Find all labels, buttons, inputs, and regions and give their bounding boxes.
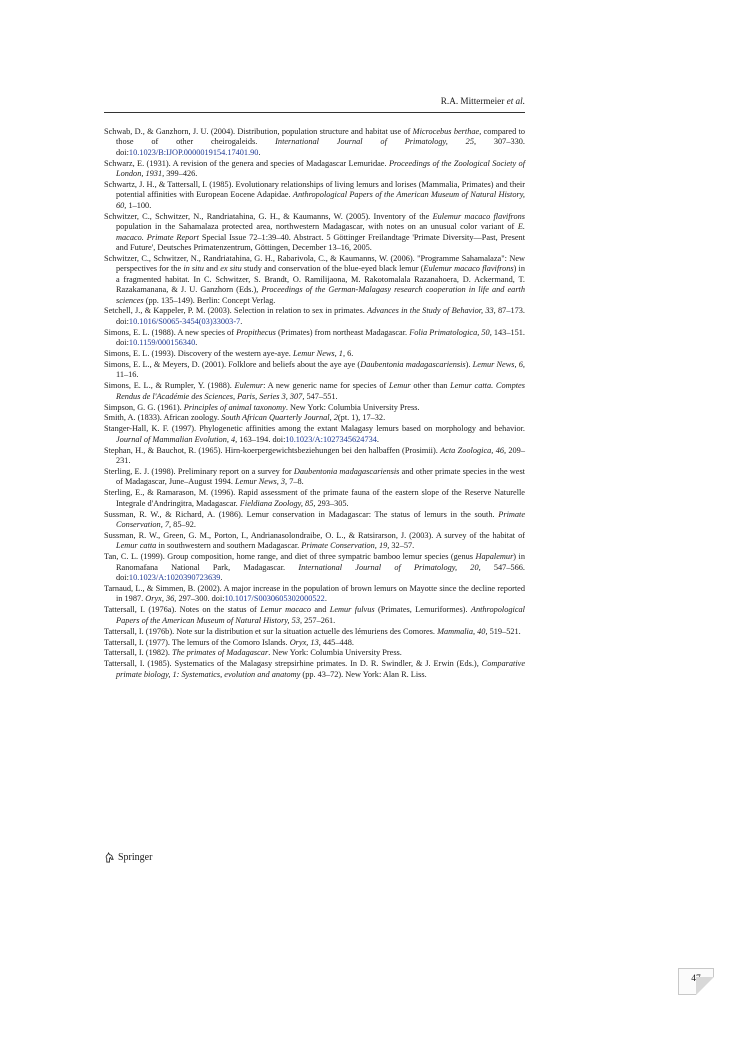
reference-italic-text: Oryx, 13, (289, 637, 321, 647)
page-number-box (678, 968, 714, 995)
reference-text: Schwitzer, C., Schwitzer, N., Randriatahina, G. H., & Kaumanns, W. (2005). Inventory of the (104, 211, 433, 221)
header-rule (104, 112, 525, 113)
reference-text: Sussman, R. W., Green, G. M., Porton, I., Andrianasolondraibe, O. L., & Ratsirarson, J. (2003). A survey of the habitat of (104, 530, 525, 540)
reference-entry (104, 254, 525, 306)
springer-horse-icon (104, 852, 115, 863)
reference-text: . (240, 316, 243, 326)
reference-text: Setchell, J., & Kappeler, P. M. (2003). Selection in relation to sex in primates. (104, 306, 368, 316)
reference-entry (104, 659, 525, 680)
reference-entry (104, 467, 525, 488)
reference-entry (104, 349, 525, 359)
reference-text: Tattersall, I. (1976b). Note sur la distribution et sur la situation actuelle des lémuriens des Comores. (104, 626, 438, 636)
doi-link[interactable]: 10.1016/S0065-3454(03)33003-7 (128, 316, 241, 326)
running-header (104, 96, 525, 106)
reference-italic-text: Primate Conservation, 7, (116, 509, 525, 530)
reference-entry (104, 424, 525, 445)
reference-italic-text: International Journal of Primatology, 20, (298, 562, 481, 572)
reference-italic-text: Mammalia, 40, (437, 626, 488, 636)
reference-text: 32–57. (389, 541, 415, 551)
reference-text: 307–330. doi: (116, 137, 526, 157)
reference-text: 163–194. doi: (237, 434, 286, 444)
reference-italic-text: The primates of Madagascar (172, 648, 269, 658)
running-header-etal: et al. (506, 96, 525, 106)
reference-italic-text: Comparative primate biology, 1: Systematics, evolution and anatomy (116, 659, 525, 679)
reference-text: and (310, 605, 330, 615)
reference-text: Sussman, R. W., & Richard, A. (1986). Lemur conservation in Madagascar: The status of lemurs in the south. (104, 509, 499, 519)
reference-text: Schwitzer, C., Schwitzer, N., Randriatahina, G. H., Rabarivola, C., & Kaumanns, W. (2006). "Programme Sahamalaza": New perspectives for the (104, 253, 525, 274)
reference-italic-text: Fieldiana Zoology, 85, (239, 498, 316, 508)
reference-text: (Primates, Lemuriformes). (374, 605, 471, 615)
reference-italic-text: Journal of Mammalian Evolution, 4, (116, 434, 238, 444)
reference-text: 399–426. (164, 169, 198, 179)
reference-text: Simons, E. L., & Meyers, D. (2001). Folklore and beliefs about the aye aye ( (104, 359, 361, 369)
reference-italic-text: Proceedings of the German-Malagasy research cooperation in life and earth sciences (116, 285, 525, 305)
reference-entry (104, 552, 525, 583)
reference-italic-text: Lemur News, 6, (472, 359, 525, 369)
reference-entry (104, 306, 525, 327)
reference-entry (104, 627, 525, 637)
reference-entry (104, 381, 525, 402)
reference-text: Tattersall, I. (1976a). Notes on the status of (104, 605, 261, 615)
reference-entry (104, 648, 525, 658)
reference-text: Tattersall, I. (1982). (104, 648, 173, 658)
reference-entry (104, 531, 525, 552)
reference-italic-text: Lemur fulvus (329, 605, 375, 615)
reference-italic-text: South African Quarterly Journal, 2 (221, 413, 338, 423)
reference-entry (104, 159, 525, 180)
reference-entry (104, 212, 525, 254)
reference-italic-text: ex situ (220, 264, 242, 274)
reference-text: Simons, E. L. (1993). Discovery of the western aye-aye. (104, 349, 293, 359)
reference-italic-text: Primate Conservation, 19, (301, 541, 390, 551)
reference-text: 547–566. doi: (116, 562, 525, 583)
reference-text: Simpson, G. G. (1961). (104, 402, 184, 412)
reference-text: . (258, 147, 261, 157)
reference-text: : A new generic name for species of (263, 381, 389, 391)
reference-text: Sterling, E. J. (1998). Preliminary report on a survey for (104, 467, 294, 476)
reference-entry (104, 584, 525, 605)
reference-text: Smith, A. (1833). African zoology. (104, 413, 222, 423)
reference-italic-text: Folia Primatologica, 50, (409, 327, 492, 337)
reference-text: ) in Ranomafana National Park, Madagascar. (116, 552, 525, 572)
reference-text: in southwestern and southern Madagascar. (156, 541, 302, 551)
reference-text: (pt. 1), 17–32. (337, 413, 386, 423)
reference-italic-text: Lemur catta (116, 541, 157, 551)
doi-link[interactable]: 10.1159/000156340 (128, 338, 196, 348)
reference-text: Tan, C. L. (1999). Group composition, home range, and diet of three sympatric bamboo lemur species (genus (104, 552, 476, 562)
reference-italic-text: Eulemur macaco flavifrons (423, 264, 514, 274)
reference-text: 143–151. doi: (116, 327, 525, 348)
reference-text: (pp. 43–72). New York: Alan R. Liss. (300, 669, 427, 679)
reference-text: study and conservation of the blue-eyed black lemur ( (241, 264, 424, 274)
doi-link[interactable]: 10.1023/A:1020390723639 (128, 573, 221, 583)
reference-italic-text: Oryx, 36, (145, 594, 177, 604)
reference-text: other than (410, 381, 451, 391)
reference-entry (104, 446, 525, 467)
reference-text: . New York: Columbia University Press. (285, 402, 420, 412)
reference-text: . (376, 434, 379, 444)
reference-text: Schwarz, E. (1931). A revision of the genera and species of Madagascar Lemuridae. (104, 158, 389, 168)
reference-text: 209–231. (116, 445, 525, 466)
reference-italic-text: Lemur catta. Comptes Rendus de l'Académie des Sciences, Paris, Series 3, 307, (116, 381, 525, 401)
reference-text: 293–305. (315, 498, 349, 508)
reference-text: Tattersall, I. (1977). The lemurs of the Comoro Islands. (104, 637, 290, 647)
reference-text: 519–521. (487, 626, 521, 636)
reference-text: and other primate species in the west of Madagascar, June–August 1994. (116, 467, 525, 487)
reference-text: 297–300. doi: (176, 594, 225, 604)
reference-entry (104, 605, 525, 626)
reference-text: Special Issue 72–1:39–40. Abstract. 5 Göttinger Freilandtage 'Primate Diversity—Past, Present and Future', Deutsches Primatenzentrum, Göttingen, December 13–16, 2005. (116, 232, 525, 252)
reference-text: . (324, 594, 327, 604)
reference-entry (104, 180, 525, 211)
doi-link[interactable]: 10.1023/A:1027345624734 (285, 434, 377, 444)
publisher-name: Springer (118, 852, 153, 863)
reference-italic-text: Acta Zoologica, 46, (440, 445, 507, 455)
reference-text: , compared to those of other cheirogaleids. (116, 127, 526, 147)
reference-text: (Primates) from northeast Madagascar. (275, 327, 410, 337)
reference-text: Simons, E. L. (1988). A new species of (104, 327, 237, 337)
reference-text: 257–261. (302, 615, 336, 625)
reference-text: 7–8. (287, 477, 304, 487)
reference-text: Stanger-Hall, K. F. (1997). Phylogenetic affinities among the extant Malagasy lemurs based on morphology and behavior. (104, 424, 525, 434)
reference-text: 547–551. (304, 391, 338, 401)
reference-italic-text: Eulemur macaco flavifrons (432, 211, 525, 221)
reference-italic-text: Principles of animal taxonomy (183, 402, 286, 412)
reference-text: Tattersall, I. (1985). Systematics of the Malagasy strepsirhine primates. In D. R. Swindler, & J. Erwin (Eds.), (104, 659, 482, 669)
reference-text: Simons, E. L., & Rumpler, Y. (1988). (104, 381, 235, 391)
reference-text: ). (465, 359, 473, 369)
reference-italic-text: Lemur macaco (260, 605, 311, 615)
reference-text: 11–16. (116, 370, 139, 380)
running-header-authors: R.A. Mittermeier (440, 96, 505, 106)
reference-text: Sterling, E., & Ramarason, M. (1996). Rapid assessment of the primate fauna of the eastern slope of the Reserve Naturelle Integrale d'Andringitra, Madagascar. (104, 488, 525, 508)
reference-italic-text: Anthropological Papers of the American Museum of Natural History, 53, (116, 605, 525, 625)
reference-text: ) in a fragmented habitat. In C. Schwitzer, S. Brandt, O. Ramilijaona, M. Rakotomalala Razanahoera, D. Ackermand, T. Razakamanana, & J. U. Ganzhorn (Eds.), (116, 264, 525, 295)
reference-text: Schwartz, J. H., & Tattersall, I. (1985). Evolutionary relationships of living lemurs and lorises (Mammalia, Primates) and their potential affinities with European Eocene Adapidae. (104, 180, 525, 200)
reference-text: . (195, 338, 198, 348)
reference-italic-text: International Journal of Primatology, 25, (275, 137, 477, 147)
reference-italic-text: in situ (183, 264, 204, 274)
reference-text: population in the Sahamalaza protected area, northwestern Madagascar, with notes on an unusual color variant of (116, 222, 518, 232)
doi-link[interactable]: 10.1023/B:IJOP.0000019154.17401.90 (128, 147, 259, 157)
reference-italic-text: Proceedings of the Zoological Society of London, 1931, (116, 158, 525, 179)
reference-text: Tarnaud, L., & Simmen, B. (2002). A major increase in the population of brown lemurs on Mayotte since the decline reported in 1987. (104, 583, 525, 604)
reference-entry (104, 413, 525, 423)
reference-entry (104, 328, 525, 349)
reference-entry (104, 510, 525, 531)
reference-italic-text: Advances in the Study of Behavior, 33, (367, 306, 496, 316)
reference-text: (pp. 135–149). Berlin: Concept Verlag. (143, 295, 276, 305)
reference-entry (104, 403, 525, 413)
page-corner-fold (696, 977, 714, 995)
reference-italic-text: Lemur News, 3, (235, 477, 288, 487)
reference-entry (104, 488, 525, 509)
publisher-logo (104, 852, 152, 863)
reference-entry (104, 638, 525, 648)
reference-italic-text: Anthropological Papers of the American Museum of Natural History, 60, (116, 190, 525, 210)
reference-italic-text: E. macaco. Primate Report (116, 222, 525, 242)
reference-text: 87–173. doi: (116, 306, 525, 326)
reference-text: Stephan, H., & Bauchot, R. (1965). Hirn-koerpergewichtsbeziehungen bei den halbaffen (Prosimii). (104, 445, 441, 455)
reference-italic-text: Lemur News, 1, (292, 349, 346, 359)
reference-text: Schwab, D., & Ganzhorn, J. U. (2004). Distribution, population structure and habitat use of (104, 127, 413, 136)
reference-italic-text: Eulemur (234, 381, 264, 391)
reference-entry (104, 360, 525, 381)
reference-italic-text: Lemur (388, 381, 411, 391)
doi-link[interactable]: 10.1017/S0030605302000522 (224, 594, 325, 604)
reference-text: 445–448. (320, 637, 354, 647)
reference-italic-text: Daubentonia madagascariensis (293, 467, 400, 476)
reference-entry (104, 127, 525, 158)
reference-text: and (203, 264, 221, 274)
reference-text: 6. (345, 349, 354, 359)
reference-text: 1–100. (126, 200, 152, 210)
page-number: 47 (691, 974, 701, 984)
reference-italic-text: Microcebus berthae (412, 127, 480, 136)
reference-italic-text: Propithecus (236, 327, 276, 337)
reference-italic-text: Hapalemur (475, 552, 514, 562)
reference-text: . (220, 573, 223, 583)
reference-text: . New York: Columbia University Press. (268, 648, 402, 658)
reference-text: 85–92. (171, 520, 196, 530)
reference-list (104, 127, 525, 681)
reference-italic-text: Daubentonia madagascariensis (360, 359, 466, 369)
